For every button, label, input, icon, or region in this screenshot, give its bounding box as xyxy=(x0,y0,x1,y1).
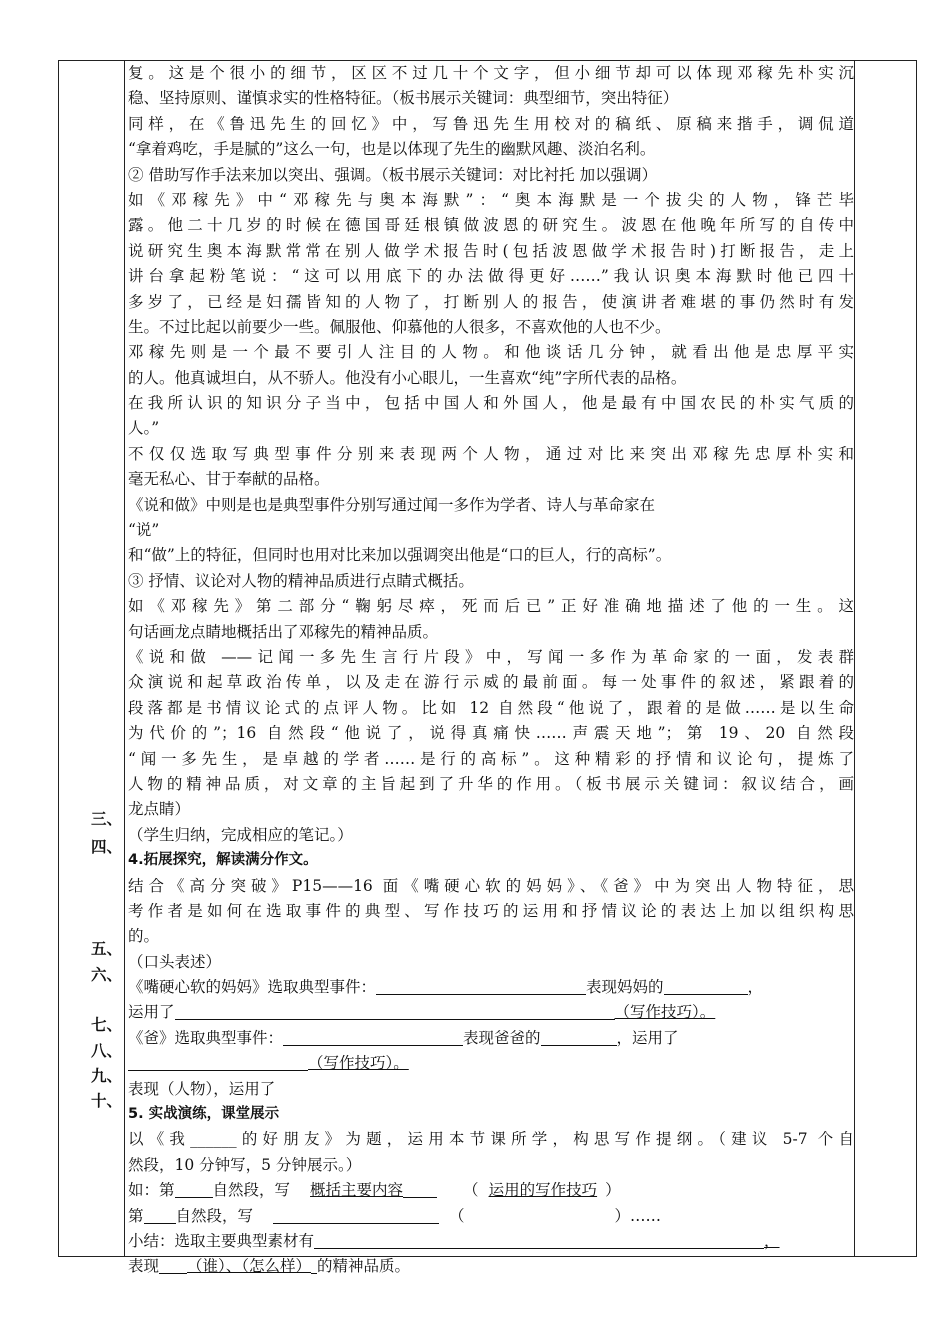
blank-field[interactable] xyxy=(376,978,586,995)
text-line: 以《我______的好朋友》为题，运用本节课所学，构思写作提纲。（建议 5-7 个自 xyxy=(128,1130,854,1149)
document-body xyxy=(128,61,854,1280)
prompt-text: ， xyxy=(764,1231,780,1250)
prompt-text: 概括主要内容 xyxy=(310,1181,404,1200)
section-number: 五、 xyxy=(90,939,122,958)
text-line: 说研究生奥本海默常常在别人做学术报告时(包括波恩做学术报告时)打断报告，走上 xyxy=(128,241,854,260)
prompt-text: 表现 xyxy=(128,1257,160,1276)
blank-field[interactable] xyxy=(159,1257,187,1274)
prompt-text: ）…… xyxy=(614,1206,662,1225)
prompt-text: 如：第 xyxy=(128,1181,175,1200)
section-number: 六、 xyxy=(90,965,122,984)
column-divider-left xyxy=(124,60,125,1257)
text-line: ③ 抒情、议论对人物的精神品质进行点睛式概括。 xyxy=(128,571,474,590)
text-line: 考作者是如何在选取事件的典型、写作技巧的运用和抒情议论的表达上加以组织构思 xyxy=(128,901,854,920)
prompt-text: ） xyxy=(605,1181,621,1200)
prompt-text: 运用了 xyxy=(128,1003,175,1022)
text-line: ② 借助写作手法来加以突出、强调。（板书展示关键词：对比衬托 加以强调） xyxy=(128,165,658,184)
text-line: 不仅仅选取写典型事件分别来表现两个人物，通过对比来突出邓稼先忠厚朴实和 xyxy=(128,444,854,463)
fill-line-dad-technique xyxy=(128,1051,854,1076)
text-line: 《说和做 ——记闻一多先生言行片段》中，写闻一多作为革命家的一面，发表群 xyxy=(128,647,854,666)
summary-line-2 xyxy=(128,1254,854,1279)
text-line: 龙点睛） xyxy=(128,800,191,819)
column-divider-right xyxy=(854,60,855,1257)
summary-line xyxy=(128,1229,854,1254)
prompt-text: 表现爸爸的 xyxy=(463,1028,541,1047)
prompt-text: 自然段，写 xyxy=(212,1181,291,1200)
section-number: 七、 xyxy=(90,1015,122,1034)
text-line: 人。” xyxy=(128,419,160,438)
blank-field[interactable] xyxy=(541,1029,617,1046)
prompt-text: （写作技巧）。 xyxy=(614,1003,716,1022)
prompt-text: 表现妈妈的 xyxy=(586,978,664,997)
text-line: 露。他二十几岁的时候在德国哥廷根镇做波恩的研究生。波恩在他晚年所写的自传中 xyxy=(128,216,854,235)
prompt-text: 《嘴硬心软的妈妈》选取典型事件： xyxy=(128,978,377,997)
prompt-text: 自然段，写 xyxy=(175,1206,254,1225)
prompt-text: ，运用了 xyxy=(616,1028,679,1047)
text-line: 稳、坚持原则、谨慎求实的性格特征。（板书展示关键词：典型细节，突出特征） xyxy=(128,89,679,108)
prompt-text: 运用的写作技巧 xyxy=(488,1181,598,1200)
section-number: 三、 xyxy=(90,809,122,828)
section-heading: 4.拓展探究，解读满分作文。 xyxy=(128,852,318,869)
text-line: 多岁了，已经是妇孺皆知的人物了，打断别人的报告，使演讲者难堪的事仍然时有发 xyxy=(128,292,854,311)
blank-field[interactable] xyxy=(283,1029,463,1046)
text-line: 结合《高分突破》P15——16 面《嘴硬心软的妈妈》、《爸》中为突出人物特征，思 xyxy=(128,876,854,895)
text-line: “说” xyxy=(128,521,160,540)
text-line: 的人。他真诚坦白，从不骄人。他没有小心眼儿，一生喜欢“纯”字所代表的品格。 xyxy=(128,368,687,387)
section-number: 九、 xyxy=(90,1066,122,1085)
text-line: 邓稼先则是一个最不要引人注目的人物。和他谈话几分钟，就看出他是忠厚平实 xyxy=(128,343,854,362)
fill-line-dad xyxy=(128,1026,854,1051)
blank-field[interactable] xyxy=(175,1181,213,1198)
text-line: 句话画龙点睛地概括出了邓稼先的精神品质。 xyxy=(128,622,439,641)
text-line: （学生归纳，完成相应的笔记。） xyxy=(128,825,353,844)
text-line: 和“做”上的特征，但同时也用对比来加以强调突出他是“口的巨人，行的高标”。 xyxy=(128,546,672,565)
blank-field[interactable] xyxy=(314,1232,764,1249)
prompt-text: 第 xyxy=(128,1206,144,1225)
text-line: 在我所认识的知识分子当中，包括中国人和外国人，他是最有中国农民的朴实气质的 xyxy=(128,394,854,413)
text-line: 为代价的”；16 自然段“他说了，说得真痛快……声震天地”；第 19、20 自然段 xyxy=(128,724,854,743)
text-line: 讲台拿起粉笔说：“这可以用底下的办法做得更好……”我认识奥本海默时他已四十 xyxy=(128,267,854,286)
outline-line-1 xyxy=(128,1178,854,1203)
blank-field[interactable] xyxy=(273,1207,439,1224)
section-heading: 5. 实战演练，课堂展示 xyxy=(128,1106,280,1123)
text-line: 的。 xyxy=(128,927,160,946)
text-line: 复。这是个很小的细节，区区不过几十个文字，但小细节却可以体现邓稼先朴实沉 xyxy=(128,64,854,82)
prompt-text: （ xyxy=(449,1206,465,1225)
prompt-text: （写作技巧）。 xyxy=(308,1054,409,1073)
text-line: 毫无私心、甘于奉献的品格。 xyxy=(128,470,330,489)
section-number: 十、 xyxy=(90,1091,122,1110)
fill-line-mom-technique xyxy=(128,1000,854,1025)
prompt-text: 《爸》选取典型事件： xyxy=(128,1028,284,1047)
text-line: （口头表述） xyxy=(128,952,222,971)
outline-line-2 xyxy=(128,1204,854,1229)
prompt-text: 的精神品质。 xyxy=(317,1257,411,1276)
text-line: 人物的精神品质，对文章的主旨起到了升华的作用。（板书展示关键词：叙议结合，画 xyxy=(128,774,854,793)
prompt-text: （ xyxy=(463,1181,479,1200)
blank-field[interactable] xyxy=(144,1207,176,1224)
text-line: 如《邓稼先》中“邓稼先与奥本海默”：“奥本海默是一个拔尖的人物，锋芒毕 xyxy=(128,190,854,209)
text-line: 《说和做》中则是也是典型事件分别写通过闻一多作为学者、诗人与革命家在 xyxy=(128,495,656,514)
section-number: 八、 xyxy=(90,1041,122,1060)
prompt-text: 小结：选取主要典型素材有 xyxy=(128,1231,315,1250)
text-line: 表现（人物），运用了 xyxy=(128,1079,276,1098)
section-number: 四、 xyxy=(90,837,122,856)
text-line: “拿着鸡吃，手是腻的”这么一句，也是以体现了先生的幽默风趣、淡泊名利。 xyxy=(128,140,656,159)
blank-field[interactable] xyxy=(664,978,748,995)
text-line: 然段，10 分钟写，5 分钟展示。） xyxy=(128,1155,362,1174)
fill-line-mom xyxy=(128,975,854,1000)
text-line: “闻一多先生，是卓越的学者……是行的高标”。这种精彩的抒情和议论句，提炼了 xyxy=(128,749,854,768)
text-line: 段落都是书情议论式的点评人物。比如 12 自然段“他说了，跟着的是做……是以生命 xyxy=(128,698,854,717)
text-line: 众演说和起草政治传单，以及走在游行示威的最前面。每一处事件的叙述，紧跟着的 xyxy=(128,673,854,692)
prompt-text: ， xyxy=(747,978,764,997)
text-line: 同样，在《鲁迅先生的回忆》中，写鲁迅先生用校对的稿纸、原稿来揩手，调侃道 xyxy=(128,114,854,133)
blank-field[interactable] xyxy=(175,1003,615,1020)
blank-field[interactable] xyxy=(403,1181,437,1198)
blank-field[interactable] xyxy=(128,1054,308,1071)
text-line: 生。不过比起以前要少一些。佩服他、仰慕他的人很多，不喜欢他的人也不少。 xyxy=(128,317,671,336)
prompt-text: （谁）、（怎么样） xyxy=(187,1257,312,1276)
text-line: 如《邓稼先》第二部分“鞠躬尽瘁，死而后已”正好准确地描述了他的一生。这 xyxy=(128,597,854,616)
